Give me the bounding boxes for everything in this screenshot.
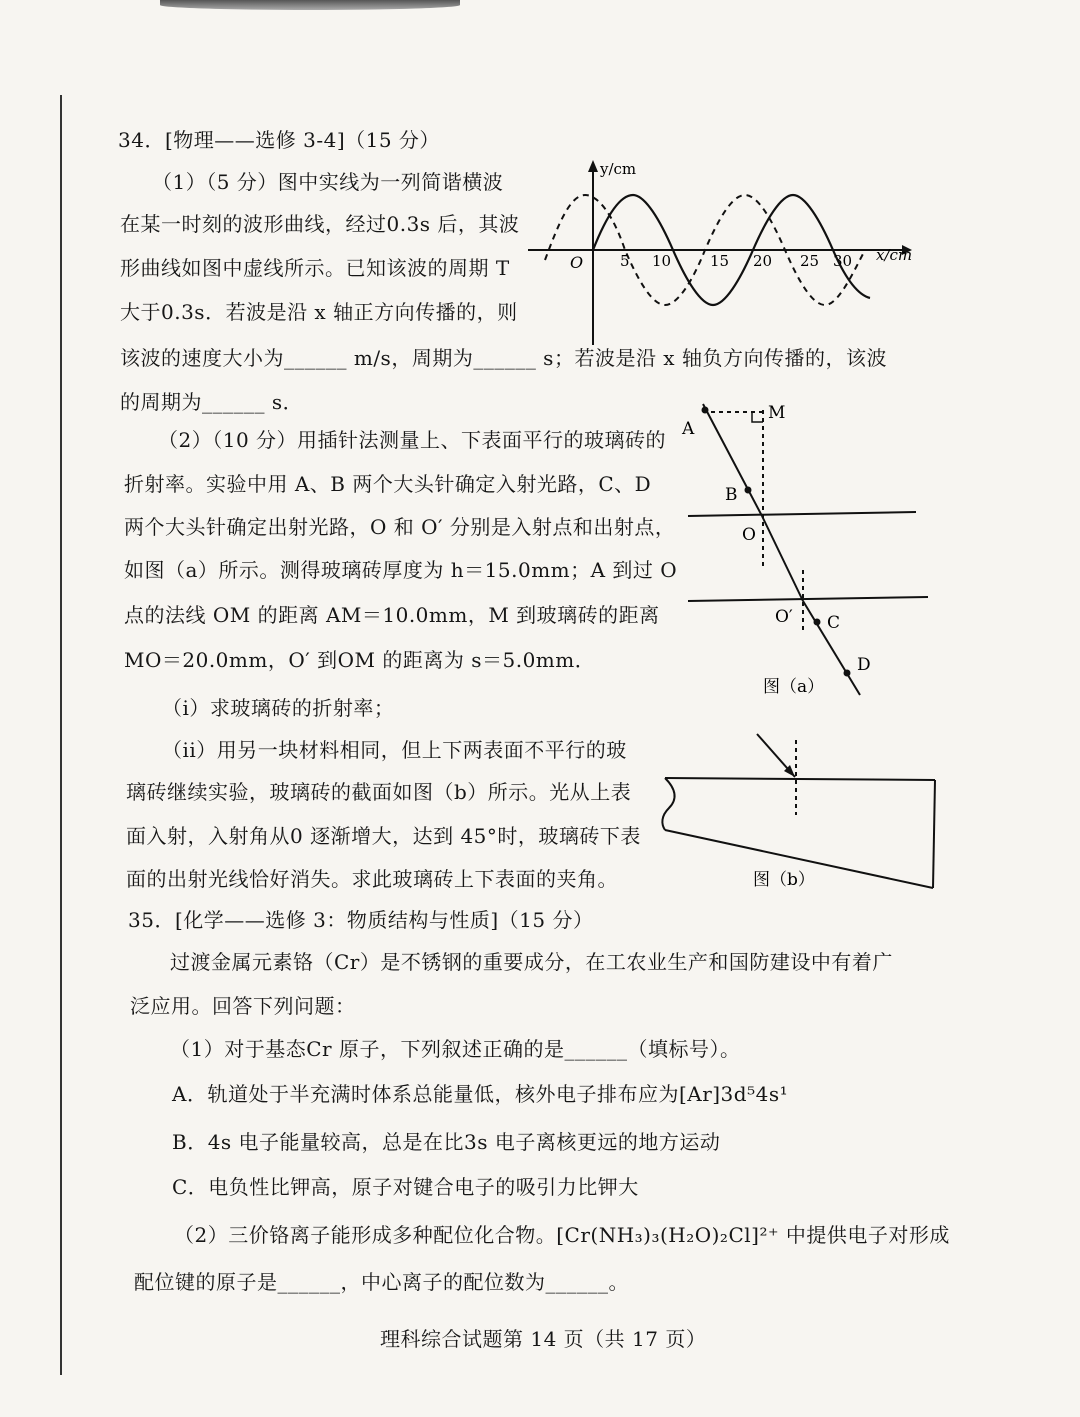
figure-a: [670, 390, 940, 710]
q34-p2-line1: （2）（10 分）用插针法测量上、下表面平行的玻璃砖的: [158, 428, 667, 452]
wave-tick-10: 10: [652, 252, 672, 270]
q34-p1-line5: 该波的速度大小为______ m/s，周期为______ s；若波是沿 x 轴负方向传播的，该波: [120, 346, 887, 370]
q34-p1-line2: 在某一时刻的波形曲线，经过0.3s 后，其波: [120, 212, 520, 236]
wave-x-label: x/cm: [876, 246, 913, 264]
wave-tick-30: 30: [833, 252, 853, 270]
wave-tick-15: 15: [710, 252, 730, 270]
right-angle-mark: [752, 412, 763, 422]
figure-b-caption: 图（b）: [753, 870, 815, 890]
label-b: B: [725, 485, 738, 505]
label-c: C: [827, 613, 841, 633]
q34-p2-i: （i）求玻璃砖的折射率；: [162, 696, 395, 720]
glass-top-surface: [688, 512, 916, 516]
label-o: O: [742, 525, 756, 545]
q34-p1-line6: 的周期为______ s．: [120, 390, 304, 414]
q34-p2-line6: MO＝20.0mm，O′ 到OM 的距离为 s＝5.0mm．: [124, 648, 596, 672]
wave-figure: [520, 150, 920, 350]
q34-p2-line3: 两个大头针确定出射光路，O 和 O′ 分别是入射点和出射点，: [124, 515, 676, 539]
wave-y-label: y/cm: [600, 160, 637, 178]
wave-y-arrow: [588, 160, 598, 172]
wave-tick-25: 25: [800, 252, 820, 270]
q35-option-b: B．4s 电子能量较高，总是在比3s 电子离核更远的地方运动: [172, 1130, 721, 1154]
q34-p1-line4: 大于0.3s．若波是沿 x 轴正方向传播的，则: [120, 300, 518, 324]
glass-bottom-surface: [688, 597, 928, 601]
glass-b-right-edge: [933, 780, 935, 888]
label-d: D: [857, 655, 871, 675]
q34-p2-ii-line3: 面入射，入射角从0 逐渐增大，达到 45°时，玻璃砖下表: [126, 824, 641, 848]
margin-line: [60, 95, 62, 1375]
q34-p2-line4: 如图（a）所示。测得玻璃砖厚度为 h＝15.0mm；A 到过 O: [124, 558, 678, 582]
wave-tick-20: 20: [753, 252, 773, 270]
page-footer: 理科综合试题第 14 页（共 17 页）: [380, 1327, 707, 1351]
q35-option-c: C．电负性比钾高，原子对键合电子的吸引力比钾大: [172, 1175, 639, 1199]
q34-p2-ii-line1: （ii）用另一块材料相同，但上下两表面不平行的玻: [162, 738, 627, 762]
pin-a: [702, 407, 709, 414]
label-o-prime: O′: [775, 607, 793, 627]
wave-tick-5: 5: [620, 252, 630, 270]
wave-origin: O: [570, 253, 584, 272]
scan-shadow: [160, 0, 460, 10]
glass-b-top: [665, 778, 935, 780]
q34-p2-line2: 折射率。实验中用 A、B 两个大头针确定入射光路，C、D: [124, 472, 652, 496]
q34-p2-ii-line2: 璃砖继续实验，玻璃砖的截面如图（b）所示。光从上表: [126, 780, 632, 804]
glass-b-left-edge: [662, 778, 674, 830]
q35-option-a: A．轨道处于半充满时体系总能量低，核外电子排布应为[Ar]3d⁵4s¹: [172, 1082, 789, 1106]
q34-p1-line3: 形曲线如图中虚线所示。已知该波的周期 T: [120, 256, 510, 280]
q35-p1: （1）对于基态Cr 原子，下列叙述正确的是______（填标号）。: [170, 1037, 741, 1061]
q34-p2-ii-line4: 面的出射光线恰好消失。求此玻璃砖上下表面的夹角。: [126, 867, 618, 891]
label-m: M: [768, 403, 786, 423]
q35-p2-line1: （2）三价铬离子能形成多种配位化合物。[Cr(NH₃)₃(H₂O)₂Cl]²⁺ 中提供电子对形成: [174, 1223, 950, 1247]
figure-a-caption: 图（a）: [763, 677, 825, 697]
q35-p2-line2: 配位键的原子是______，中心离子的配位数为______。: [134, 1270, 629, 1294]
q34-p2-line5: 点的法线 OM 的距离 AM＝10.0mm，M 到玻璃砖的距离: [124, 603, 660, 627]
q35-intro-line2: 泛应用。回答下列问题：: [130, 994, 356, 1018]
q35-title: 35．[化学——选修 3：物质结构与性质]（15 分）: [128, 908, 594, 932]
figure-b: [655, 730, 945, 900]
q35-intro-line1: 过渡金属元素铬（Cr）是不锈钢的重要成分，在工农业生产和国防建设中有着广: [170, 950, 893, 974]
q34-title: 34．[物理——选修 3-4]（15 分）: [118, 128, 440, 152]
pin-c: [814, 619, 821, 626]
pin-d: [844, 670, 851, 677]
refracted-ray: [762, 516, 803, 601]
pin-b: [745, 487, 752, 494]
q34-p1-line1: （1）（5 分）图中实线为一列简谐横波: [152, 170, 504, 194]
label-a: A: [682, 419, 695, 439]
